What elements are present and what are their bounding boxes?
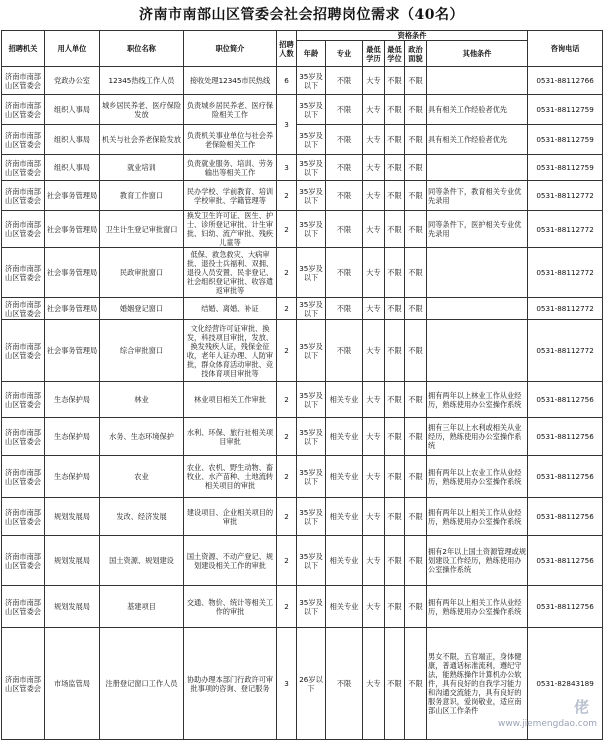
cell-politics: 不限	[405, 95, 427, 125]
cell-age: 35岁及以下	[297, 67, 326, 95]
cell-count: 2	[277, 248, 297, 298]
cell-post: 教育工作窗口	[100, 181, 184, 211]
cell-edu: 大专	[363, 125, 385, 155]
cell-phone: 0531-88112756	[528, 586, 603, 628]
cell-unit: 党政办公室	[45, 67, 100, 95]
cell-post: 林业	[100, 382, 184, 418]
cell-major: 相关专业	[326, 498, 363, 536]
cell-unit: 社会事务管理局	[45, 248, 100, 298]
cell-other: 具有相关工作经验者优先	[427, 95, 528, 125]
table-row	[2, 181, 603, 211]
cell-edu: 大专	[363, 67, 385, 95]
cell-post: 注册登记窗口工作人员	[100, 628, 184, 740]
cell-count: 3	[277, 95, 297, 155]
cell-edu: 大专	[363, 456, 385, 498]
table-row	[2, 418, 603, 456]
cell-phone: 0531-88112756	[528, 498, 603, 536]
cell-count: 6	[277, 67, 297, 95]
header-org: 招聘机关	[2, 31, 45, 67]
header-phone: 咨询电话	[528, 31, 603, 67]
cell-desc: 协助办理本部门行政许可审批事项的咨询、登记服务	[184, 628, 277, 740]
cell-degree: 不限	[385, 628, 405, 740]
cell-desc: 文化经营许可证审批、换发，科技项目审批，发放、换发残疾人证，残保金征收，老年人证办理、人防审批，群众体育活动审批、竞技体育项目审批等	[184, 320, 277, 382]
cell-major: 不限	[326, 181, 363, 211]
cell-phone: 0531-88112756	[528, 536, 603, 586]
cell-age: 35岁及以下	[297, 586, 326, 628]
cell-org: 济南市南部山区管委会	[2, 498, 45, 536]
cell-post: 农业	[100, 456, 184, 498]
cell-degree: 不限	[385, 456, 405, 498]
cell-other	[427, 320, 528, 382]
cell-unit: 组织人事局	[45, 125, 100, 155]
cell-phone: 0531-88112772	[528, 320, 603, 382]
cell-desc: 换发卫生许可证、医生、护士、诊所登记审批、计生审批、妇幼、流产审批、残疾儿童等	[184, 211, 277, 248]
cell-phone: 0531-88112772	[528, 181, 603, 211]
cell-count: 2	[277, 536, 297, 586]
watermark-logo: 佬	[573, 698, 589, 716]
cell-phone: 0531-88112756	[528, 382, 603, 418]
cell-org: 济南市南部山区管委会	[2, 155, 45, 181]
cell-other: 拥有两年以上相关工作从业经历，熟练使用办公室操作系统	[427, 498, 528, 536]
cell-politics: 不限	[405, 498, 427, 536]
cell-age: 35岁及以下	[297, 155, 326, 181]
cell-org: 济南市南部山区管委会	[2, 248, 45, 298]
cell-edu: 大专	[363, 155, 385, 181]
cell-politics: 不限	[405, 382, 427, 418]
cell-edu: 大专	[363, 248, 385, 298]
cell-unit: 规划发展局	[45, 498, 100, 536]
cell-other: 拥有两年以上林业工作从业经历，熟练使用办公室操作系统	[427, 382, 528, 418]
cell-count: 3	[277, 155, 297, 181]
cell-age: 35岁及以下	[297, 125, 326, 155]
cell-post: 基建项目	[100, 586, 184, 628]
cell-phone: 0531-88112759	[528, 95, 603, 125]
cell-age: 35岁及以下	[297, 320, 326, 382]
table-row	[2, 125, 603, 155]
cell-post: 城乡居民养老、医疗保险发放	[100, 95, 184, 125]
cell-edu: 大专	[363, 536, 385, 586]
cell-count: 2	[277, 181, 297, 211]
cell-degree: 不限	[385, 67, 405, 95]
header-post: 职位名称	[100, 31, 184, 67]
cell-age: 26岁以下	[297, 628, 326, 740]
cell-other: 拥有两年以上农业工作从业经历，熟练使用办公室操作系统	[427, 456, 528, 498]
cell-desc: 农业、农机、野生动物、畜牧业、水产苗种、土地流转相关项目的审批	[184, 456, 277, 498]
cell-org: 济南市南部山区管委会	[2, 125, 45, 155]
cell-age: 35岁及以下	[297, 298, 326, 320]
cell-post: 婚姻登记窗口	[100, 298, 184, 320]
cell-degree: 不限	[385, 248, 405, 298]
table-row	[2, 67, 603, 95]
cell-politics: 不限	[405, 456, 427, 498]
cell-desc: 结婚、离婚、补证	[184, 298, 277, 320]
cell-politics: 不限	[405, 536, 427, 586]
cell-unit: 社会事务管理局	[45, 298, 100, 320]
cell-desc: 交通、物价、统计等相关工作的审批	[184, 586, 277, 628]
cell-degree: 不限	[385, 382, 405, 418]
cell-major: 相关专业	[326, 586, 363, 628]
cell-unit: 规划发展局	[45, 536, 100, 586]
cell-politics: 不限	[405, 67, 427, 95]
cell-unit: 组织人事局	[45, 155, 100, 181]
cell-desc: 建设项目、企业相关项目的审批	[184, 498, 277, 536]
cell-unit: 社会事务管理局	[45, 320, 100, 382]
cell-phone: 0531-88112772	[528, 211, 603, 248]
cell-age: 35岁及以下	[297, 418, 326, 456]
cell-degree: 不限	[385, 95, 405, 125]
cell-age: 35岁及以下	[297, 456, 326, 498]
header-age: 年龄	[297, 41, 326, 67]
cell-phone: 0531-88112759	[528, 125, 603, 155]
cell-politics: 不限	[405, 418, 427, 456]
cell-major: 不限	[326, 125, 363, 155]
header-major: 专业	[326, 41, 363, 67]
cell-org: 济南市南部山区管委会	[2, 456, 45, 498]
cell-politics: 不限	[405, 248, 427, 298]
cell-degree: 不限	[385, 125, 405, 155]
cell-phone: 0531-88112756	[528, 418, 603, 456]
cell-post: 水务、生态环境保护	[100, 418, 184, 456]
cell-org: 济南市南部山区管委会	[2, 181, 45, 211]
cell-desc: 水利、环保、旅行社相关项目审批	[184, 418, 277, 456]
cell-age: 35岁及以下	[297, 181, 326, 211]
cell-phone: 0531-88112756	[528, 456, 603, 498]
cell-other: 拥有2年以上国土资源管理或规划建设工作经历，熟练使用办公室操作系统	[427, 536, 528, 586]
table-row	[2, 382, 603, 418]
cell-edu: 大专	[363, 498, 385, 536]
cell-major: 不限	[326, 211, 363, 248]
cell-other	[427, 248, 528, 298]
cell-age: 35岁及以下	[297, 248, 326, 298]
cell-politics: 不限	[405, 155, 427, 181]
table-row	[2, 320, 603, 382]
cell-unit: 生态保护局	[45, 382, 100, 418]
cell-degree: 不限	[385, 155, 405, 181]
cell-other: 同等条件下，教育相关专业优先录用	[427, 181, 528, 211]
cell-count: 2	[277, 418, 297, 456]
cell-major: 相关专业	[326, 456, 363, 498]
cell-politics: 不限	[405, 586, 427, 628]
cell-post: 机关与社会养老保险发放	[100, 125, 184, 155]
cell-post: 国土资源、规划建设	[100, 536, 184, 586]
job-table	[1, 30, 603, 740]
cell-unit: 市场监管局	[45, 628, 100, 740]
cell-degree: 不限	[385, 498, 405, 536]
cell-politics: 不限	[405, 628, 427, 740]
cell-org: 济南市南部山区管委会	[2, 320, 45, 382]
table-row	[2, 211, 603, 248]
cell-edu: 大专	[363, 418, 385, 456]
cell-unit: 社会事务管理局	[45, 211, 100, 248]
cell-other: 具有相关工作经验者优先	[427, 125, 528, 155]
cell-desc: 接收处理12345市民热线	[184, 67, 277, 95]
cell-org: 济南市南部山区管委会	[2, 382, 45, 418]
cell-major: 不限	[326, 95, 363, 125]
cell-count: 2	[277, 456, 297, 498]
cell-desc: 民办学校、学前教育、培训学校审批、学籍管理等	[184, 181, 277, 211]
table-row	[2, 298, 603, 320]
cell-politics: 不限	[405, 125, 427, 155]
cell-major: 相关专业	[326, 418, 363, 456]
header-other: 其他条件	[427, 41, 528, 67]
cell-desc: 低保、救急救灾、大病审批、退役士兵福利、双拥、退役人员安置、民非登记、社会组织登记审批、收容遣返审批等	[184, 248, 277, 298]
cell-major: 相关专业	[326, 536, 363, 586]
cell-count: 2	[277, 298, 297, 320]
table-row	[2, 498, 603, 536]
header-edu: 最低学历	[363, 41, 385, 67]
cell-unit: 生态保护局	[45, 418, 100, 456]
header-desc: 职位简介	[184, 31, 277, 67]
cell-degree: 不限	[385, 418, 405, 456]
cell-edu: 大专	[363, 298, 385, 320]
cell-phone: 0531-88112772	[528, 248, 603, 298]
cell-phone: 0531-88112759	[528, 155, 603, 181]
cell-count: 3	[277, 628, 297, 740]
cell-major: 相关专业	[326, 382, 363, 418]
table-row	[2, 586, 603, 628]
cell-unit: 组织人事局	[45, 95, 100, 125]
cell-desc: 负责机关事业单位与社会养老保险相关工作	[184, 125, 277, 155]
cell-major: 不限	[326, 248, 363, 298]
cell-org: 济南市南部山区管委会	[2, 67, 45, 95]
cell-major: 不限	[326, 298, 363, 320]
cell-degree: 不限	[385, 536, 405, 586]
cell-degree: 不限	[385, 181, 405, 211]
cell-org: 济南市南部山区管委会	[2, 628, 45, 740]
cell-count: 2	[277, 382, 297, 418]
cell-post: 民政审批窗口	[100, 248, 184, 298]
cell-degree: 不限	[385, 211, 405, 248]
cell-org: 济南市南部山区管委会	[2, 298, 45, 320]
header-degree: 最低学位	[385, 41, 405, 67]
cell-desc: 林业项目相关工作审批	[184, 382, 277, 418]
cell-other: 同等条件下，医护相关专业优先录用	[427, 211, 528, 248]
cell-politics: 不限	[405, 181, 427, 211]
cell-unit: 生态保护局	[45, 456, 100, 498]
cell-org: 济南市南部山区管委会	[2, 95, 45, 125]
cell-org: 济南市南部山区管委会	[2, 586, 45, 628]
cell-age: 35岁及以下	[297, 211, 326, 248]
cell-count: 2	[277, 211, 297, 248]
table-row	[2, 536, 603, 586]
cell-edu: 大专	[363, 211, 385, 248]
cell-age: 35岁及以下	[297, 498, 326, 536]
watermark-site: www.jiemengdao.com	[497, 719, 597, 729]
cell-desc: 国土资源、不动产登记、规划建设相关工作的审批	[184, 536, 277, 586]
cell-phone: 0531-88112766	[528, 67, 603, 95]
table-row	[2, 155, 603, 181]
table-row	[2, 456, 603, 498]
cell-other	[427, 67, 528, 95]
cell-count: 2	[277, 320, 297, 382]
cell-other: 拥有两年以上相关工作从业经历，熟练使用办公室操作系统	[427, 586, 528, 628]
cell-edu: 大专	[363, 320, 385, 382]
cell-politics: 不限	[405, 298, 427, 320]
cell-phone: 0531-88112772	[528, 298, 603, 320]
cell-other: 拥有三年以上水利或相关从业经历，熟练使用办公室操作系统	[427, 418, 528, 456]
cell-age: 35岁及以下	[297, 382, 326, 418]
cell-count: 2	[277, 498, 297, 536]
cell-major: 不限	[326, 628, 363, 740]
cell-desc: 负责就业服务、培训、劳务输出等相关工作	[184, 155, 277, 181]
cell-other	[427, 155, 528, 181]
header-politics: 政治面貌	[405, 41, 427, 67]
cell-edu: 大专	[363, 181, 385, 211]
cell-age: 35岁及以下	[297, 95, 326, 125]
cell-other	[427, 298, 528, 320]
cell-edu: 大专	[363, 382, 385, 418]
cell-degree: 不限	[385, 320, 405, 382]
table-row	[2, 95, 603, 125]
cell-post: 就业培训	[100, 155, 184, 181]
header-unit: 用人单位	[45, 31, 100, 67]
header-quals: 资格条件	[297, 31, 528, 41]
cell-unit: 社会事务管理局	[45, 181, 100, 211]
cell-org: 济南市南部山区管委会	[2, 418, 45, 456]
cell-post: 12345热线工作人员	[100, 67, 184, 95]
cell-post: 卫生计生登记审批窗口	[100, 211, 184, 248]
cell-age: 35岁及以下	[297, 536, 326, 586]
cell-degree: 不限	[385, 298, 405, 320]
cell-org: 济南市南部山区管委会	[2, 211, 45, 248]
cell-post: 综合审批窗口	[100, 320, 184, 382]
cell-edu: 大专	[363, 95, 385, 125]
cell-edu: 大专	[363, 628, 385, 740]
cell-major: 不限	[326, 320, 363, 382]
cell-degree: 不限	[385, 586, 405, 628]
cell-edu: 大专	[363, 586, 385, 628]
cell-org: 济南市南部山区管委会	[2, 536, 45, 586]
cell-politics: 不限	[405, 320, 427, 382]
cell-post: 发改、经济发展	[100, 498, 184, 536]
cell-unit: 规划发展局	[45, 586, 100, 628]
cell-count: 2	[277, 586, 297, 628]
cell-politics: 不限	[405, 211, 427, 248]
cell-desc: 负责城乡居民养老、医疗保险相关工作	[184, 95, 277, 125]
cell-other: 男女不限，五官端正，身体健康，普通话标准流利，遵纪守法，能熟练操作计算机办公软件，具有良好的自我学习能力和沟通交流能力，具有良好的服务意识，爱岗敬业，适应南部山区工作条件	[427, 628, 528, 740]
cell-phone: 0531-82843189	[528, 628, 603, 740]
document-title: 济南市南部山区管委会社会招聘岗位需求（40名）	[139, 7, 464, 23]
table-row	[2, 248, 603, 298]
header-count: 招聘人数	[277, 31, 297, 67]
cell-major: 不限	[326, 67, 363, 95]
cell-major: 不限	[326, 155, 363, 181]
